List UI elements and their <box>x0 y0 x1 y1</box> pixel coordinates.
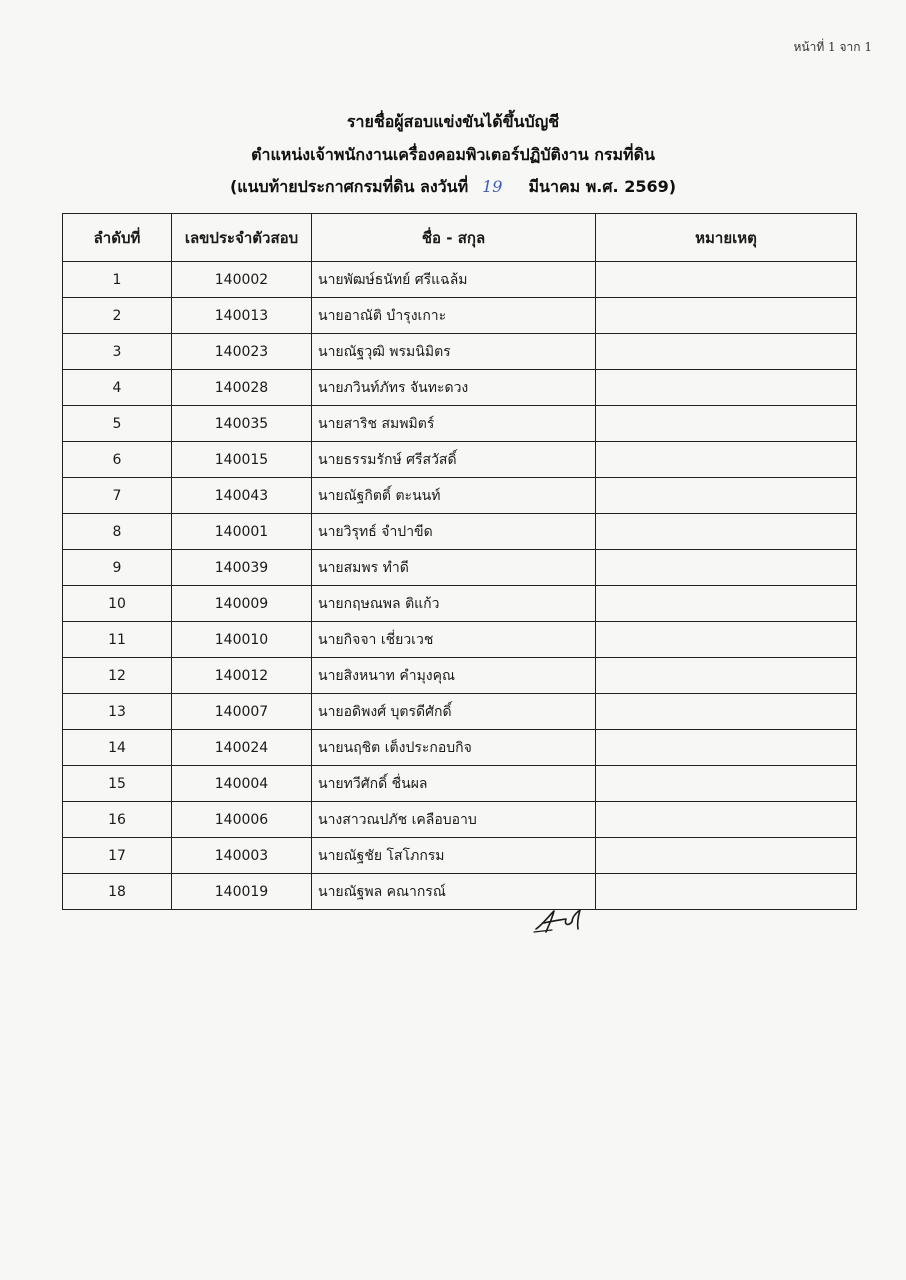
cell-exam-id: 140006 <box>172 802 312 838</box>
header-full-name: ชื่อ - สกุล <box>312 214 596 262</box>
cell-full-name: นายกิจจา เชี่ยวเวช <box>312 622 596 658</box>
cell-remarks <box>596 442 857 478</box>
cell-order: 6 <box>63 442 172 478</box>
cell-full-name: นายณัฐพล คณากรณ์ <box>312 874 596 910</box>
cell-full-name: นายสมพร ทำดี <box>312 550 596 586</box>
cell-full-name: นายอาณัติ บำรุงเกาะ <box>312 298 596 334</box>
cell-order: 18 <box>63 874 172 910</box>
handwritten-signature-icon <box>532 905 584 935</box>
table-row <box>63 370 857 406</box>
cell-remarks <box>596 838 857 874</box>
cell-full-name: นายนฤชิต เต็งประกอบกิจ <box>312 730 596 766</box>
table-row <box>63 802 857 838</box>
cell-remarks <box>596 730 857 766</box>
cell-order: 10 <box>63 586 172 622</box>
cell-order: 15 <box>63 766 172 802</box>
cell-order: 11 <box>63 622 172 658</box>
table-row <box>63 442 857 478</box>
cell-full-name: นางสาวณปภัช เคลือบอาบ <box>312 802 596 838</box>
cell-remarks <box>596 694 857 730</box>
cell-order: 3 <box>63 334 172 370</box>
cell-exam-id: 140004 <box>172 766 312 802</box>
cell-remarks <box>596 766 857 802</box>
announcement-reference <box>0 175 906 200</box>
table-row <box>63 550 857 586</box>
cell-order: 13 <box>63 694 172 730</box>
cell-remarks <box>596 802 857 838</box>
cell-remarks <box>596 478 857 514</box>
cell-order: 14 <box>63 730 172 766</box>
cell-full-name: นายพัฒษ์ธนัทย์ ศรีแฉล้ม <box>312 262 596 298</box>
cell-exam-id: 140015 <box>172 442 312 478</box>
cell-full-name: นายสาริช สมพมิตร์ <box>312 406 596 442</box>
cell-order: 16 <box>63 802 172 838</box>
cell-full-name: นายกฤษณพล ติแก้ว <box>312 586 596 622</box>
document-subtitle: ตำแหน่งเจ้าพนักงานเครื่องคอมพิวเตอร์ปฏิบัติงาน กรมที่ดิน <box>251 145 655 164</box>
table-row <box>63 730 857 766</box>
cell-full-name: นายณัฐวุฒิ พรมนิมิตร <box>312 334 596 370</box>
cell-remarks <box>596 334 857 370</box>
cell-order: 5 <box>63 406 172 442</box>
cell-full-name: นายสิงหนาท คำมุงคุณ <box>312 658 596 694</box>
cell-full-name: นายธรรมรักษ์ ศรีสวัสดิ์ <box>312 442 596 478</box>
cell-order: 12 <box>63 658 172 694</box>
announcement-prefix: (แนบท้ายประกาศกรมที่ดิน ลงวันที่ <box>229 177 469 196</box>
page-number: หน้าที่ 1 จาก 1 <box>793 40 872 54</box>
cell-order: 7 <box>63 478 172 514</box>
cell-exam-id: 140023 <box>172 334 312 370</box>
header-exam-id: เลขประจำตัวสอบ <box>172 214 312 262</box>
cell-order: 1 <box>63 262 172 298</box>
cell-exam-id: 140002 <box>172 262 312 298</box>
table-row <box>63 838 857 874</box>
cell-remarks <box>596 550 857 586</box>
candidate-table <box>62 213 857 910</box>
cell-exam-id: 140028 <box>172 370 312 406</box>
cell-order: 17 <box>63 838 172 874</box>
table-row <box>63 874 857 910</box>
cell-order: 4 <box>63 370 172 406</box>
cell-exam-id: 140012 <box>172 658 312 694</box>
cell-full-name: นายภวินท์ภัทร จันทะดวง <box>312 370 596 406</box>
cell-order: 9 <box>63 550 172 586</box>
cell-remarks <box>596 658 857 694</box>
cell-exam-id: 140043 <box>172 478 312 514</box>
announcement-suffix: มีนาคม พ.ศ. 2569) <box>528 177 677 196</box>
cell-full-name: นายวิรุทธ์ จำปาขีด <box>312 514 596 550</box>
cell-remarks <box>596 298 857 334</box>
table-row <box>63 478 857 514</box>
cell-remarks <box>596 586 857 622</box>
cell-remarks <box>596 262 857 298</box>
table-row <box>63 262 857 298</box>
cell-remarks <box>596 406 857 442</box>
cell-order: 8 <box>63 514 172 550</box>
table-row <box>63 298 857 334</box>
cell-exam-id: 140013 <box>172 298 312 334</box>
cell-exam-id: 140039 <box>172 550 312 586</box>
cell-exam-id: 140001 <box>172 514 312 550</box>
cell-remarks <box>596 514 857 550</box>
header-order: ลำดับที่ <box>63 214 172 262</box>
table-row <box>63 586 857 622</box>
cell-full-name: นายณัฐชัย โสโภกรม <box>312 838 596 874</box>
cell-remarks <box>596 874 857 910</box>
cell-exam-id: 140019 <box>172 874 312 910</box>
cell-remarks <box>596 370 857 406</box>
cell-exam-id: 140009 <box>172 586 312 622</box>
cell-full-name: นายทวีศักดิ์ ชื่นผล <box>312 766 596 802</box>
table-row <box>63 694 857 730</box>
document-title: รายชื่อผู้สอบแข่งขันได้ขึ้นบัญชี <box>346 112 560 131</box>
cell-exam-id: 140035 <box>172 406 312 442</box>
cell-exam-id: 140007 <box>172 694 312 730</box>
table-row <box>63 658 857 694</box>
cell-exam-id: 140024 <box>172 730 312 766</box>
table-row <box>63 514 857 550</box>
cell-remarks <box>596 622 857 658</box>
cell-exam-id: 140003 <box>172 838 312 874</box>
cell-order: 2 <box>63 298 172 334</box>
cell-exam-id: 140010 <box>172 622 312 658</box>
table-row <box>63 622 857 658</box>
table-header-row <box>63 214 857 262</box>
table-row <box>63 766 857 802</box>
handwritten-day: 19 <box>482 177 503 196</box>
table-row <box>63 406 857 442</box>
cell-full-name: นายอดิพงศ์ บุตรดีศักดิ์ <box>312 694 596 730</box>
table-row <box>63 334 857 370</box>
cell-full-name: นายณัฐกิตติ์ ตะนนท์ <box>312 478 596 514</box>
header-remarks: หมายเหตุ <box>596 214 857 262</box>
